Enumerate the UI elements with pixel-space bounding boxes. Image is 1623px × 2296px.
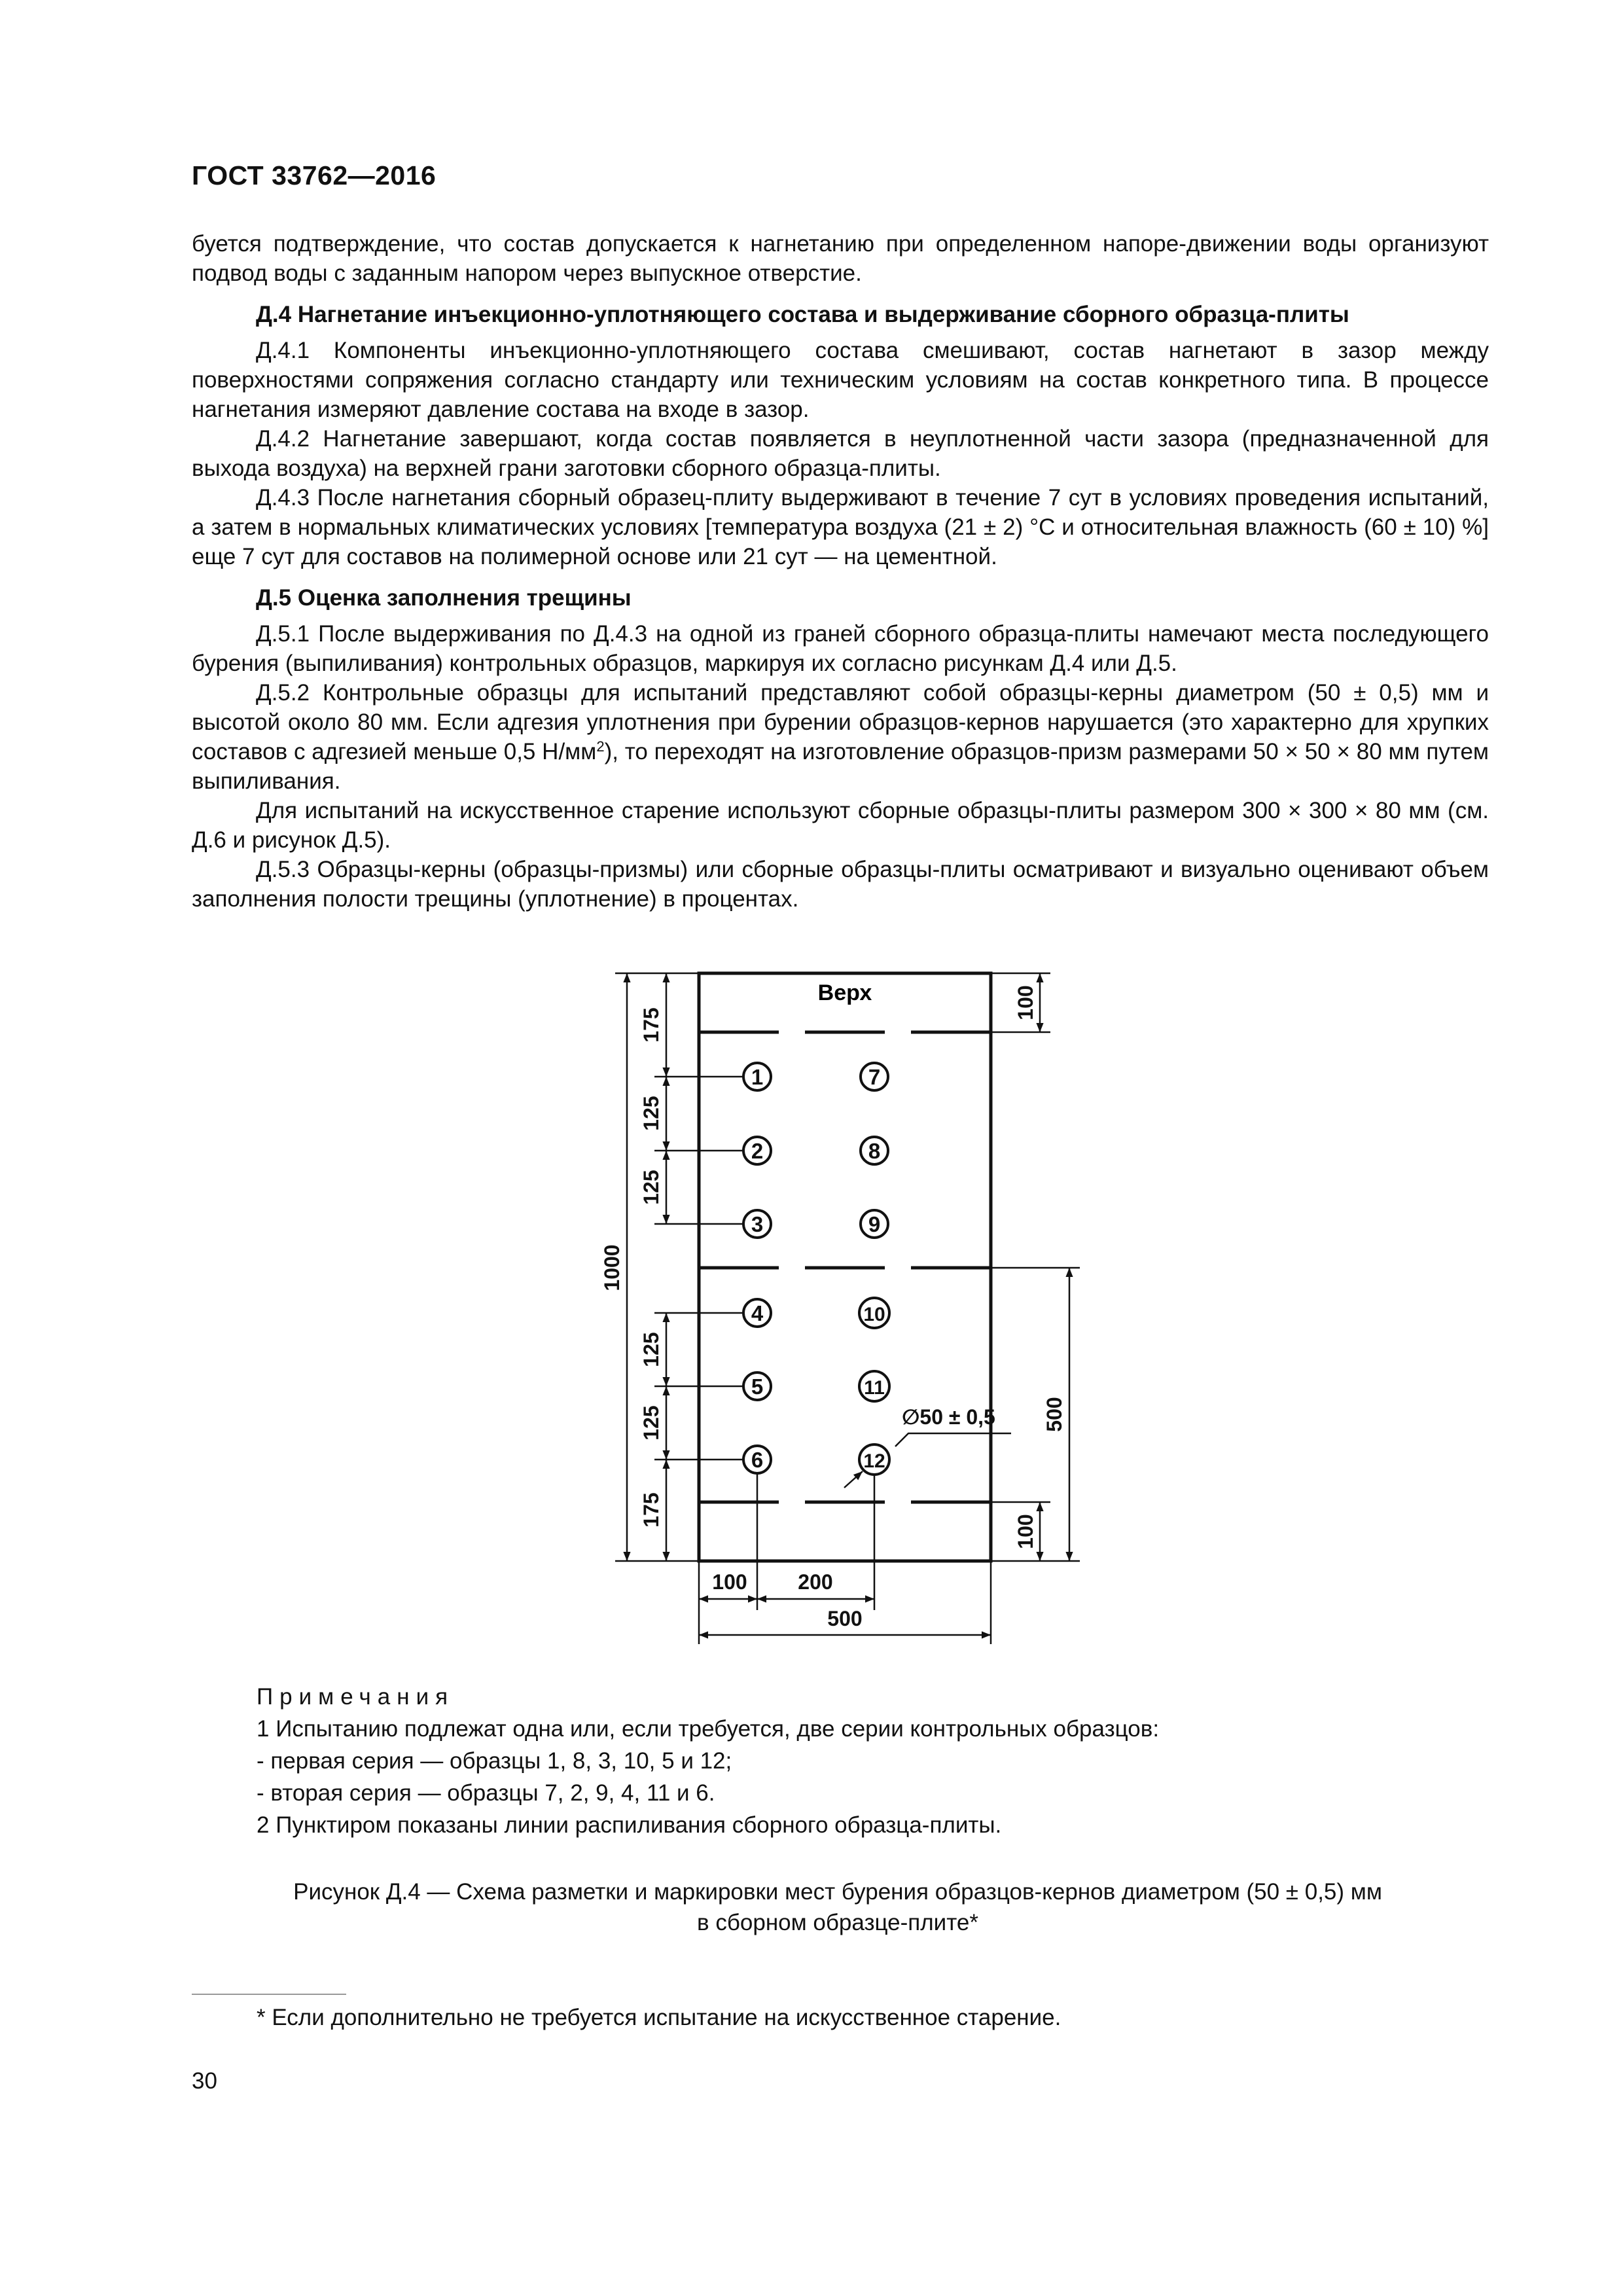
figure-caption [249,1876,1427,1938]
paragraph-d5-1: Д.5.1 После выдерживания по Д.4.3 на одной из граней сборного образца-плиты намечают места последующего бурения (выпиливания) контрольных образцов, маркируя их согласно рисункам Д.4 или Д.5. [192,621,1489,676]
page-number: 30 [192,2068,217,2094]
footnote-divider [192,1994,346,1995]
caption-line-1: Рисунок Д.4 — Схема разметки и маркировки мест бурения образцов-кернов диаметром (50 ± 0,5) мм [293,1879,1382,1905]
section-title-d4: Д.4 Нагнетание инъекционно-уплотняющего состава и выдерживание сборного образца-плиты [256,302,1349,327]
note-item: - вторая серия — образцы 7, 2, 9, 4, 11 и 6. [257,1780,715,1806]
sample-number-7: 7 [868,1065,881,1089]
sample-marker-10 [859,1298,889,1328]
sample-number-4: 4 [751,1301,764,1325]
sample-marker-1 [743,1063,771,1090]
figure-notes [257,1681,1159,1841]
dim-label-total-height: 1000 [600,1244,624,1291]
paragraph-d5-3: Д.5.3 Образцы-керны (образцы-призмы) или сборные образцы-плиты осматривают и визуально оценивают объем заполнения полости трещины (уплотнение) в процентах. [192,857,1489,912]
superscript-2: 2 [596,738,605,755]
section-title-d5: Д.5 Оценка заполнения трещины [256,585,632,611]
sample-marker-5 [743,1372,771,1400]
dim-label-bottom-cut: 100 [1014,1514,1037,1549]
dim-label-total-width: 500 [827,1607,863,1630]
body-text-upper [192,229,1489,914]
paragraph-d5-2-aging: Для испытаний на искусственное старение используют сборные образцы-плиты размером 300 × 300 × 80 мм (см. Д.6 и рисунок Д.5). [192,798,1489,853]
paragraph-continuation: буется подтверждение, что состав допускается к нагнетанию при определенном напоре-движении воды организуют подвод воды с заданным напором через выпускное отверстие. [192,231,1489,286]
diameter-label: ∅50 ± 0,5 [902,1405,995,1429]
paragraph-d4-3: Д.4.3 После нагнетания сборный образец-плиту выдерживают в течение 7 сут в условиях проведения испытаний, а затем в нормальных климатических условиях [температура воздуха (21 ± 2) °С и относительная влажность (60 ± 10) %] еще 7 сут для составов на полимерной основе или 21 сут — на цементной. [192,485,1489,569]
paragraph-d4-1: Д.4.1 Компоненты инъекционно-уплотняющего состава смешивают, состав нагнетают в зазор между поверхностями сопряжения согласно стандарту или техническим условиям на состав конкретного типа. В процессе нагнетания измеряют давление состава на входе в зазор. [192,338,1489,422]
sample-marker-9 [861,1210,888,1238]
sample-number-5: 5 [751,1374,764,1399]
sample-number-10: 10 [863,1304,885,1325]
sample-number-6: 6 [751,1448,764,1472]
dim-label-left-offset: 100 [712,1570,747,1594]
dim-label-half-height: 500 [1043,1397,1066,1432]
document-header: ГОСТ 33762—2016 [192,160,437,190]
sample-number-3: 3 [751,1212,764,1236]
note-item: - первая серия — образцы 1, 8, 3, 10, 5 и 12; [257,1748,732,1774]
note-item: 1 Испытанию подлежат одна или, если требуется, две серии контрольных образцов: [257,1716,1160,1742]
sample-marker-7 [861,1063,888,1090]
sample-marker-3 [743,1210,771,1238]
sample-number-11: 11 [864,1377,885,1399]
extension-lines-right [991,973,1080,1561]
dim-label-bottom-offset: 175 [639,1492,663,1528]
dim-label-row-spacing-2: 125 [639,1170,663,1205]
sample-number-12: 12 [863,1450,885,1472]
sample-number-9: 9 [868,1212,881,1236]
sample-marker-6 [743,1446,771,1473]
diameter-leader-line [895,1433,1011,1446]
dim-label-top-cut: 100 [1014,985,1037,1020]
sample-marker-12 [859,1444,889,1475]
sample-number-8: 8 [868,1139,881,1163]
dim-label-top-offset: 175 [639,1007,663,1043]
dimension-lines-left [627,973,666,1561]
paragraph-d5-2-part1: Д.5.2 Контрольные образцы для испытаний представляют собой образцы-керны диаметром (50 ± 0,5) мм и высотой около 80 мм. Если адгезия уплотнения при бурении образцов-кернов нарушается (это характерно для хрупких составов с адгезией меньше 0,5 Н/мм [192,680,1489,764]
sample-marker-2 [743,1137,771,1164]
note-item: 2 Пунктиром показаны линии распиливания сборного образца-плиты. [257,1812,1002,1838]
dim-label-row-spacing-1: 125 [639,1096,663,1131]
paragraph-d5-2-part2: ), то переходят на изготовление образцов-призм размерами 50 × 50 × 80 мм путем выпиливания. [192,739,1489,794]
cut-lines [699,1032,991,1502]
sample-number-1: 1 [751,1065,764,1089]
sample-number-2: 2 [751,1139,764,1163]
paragraph-d5-2 [192,678,1489,796]
dim-label-row-spacing-4: 125 [639,1405,663,1441]
dim-label-row-spacing-3: 125 [639,1332,663,1367]
notes-title: Примечания [257,1684,455,1710]
caption-line-2: в сборном образце-плите* [697,1910,978,1935]
sample-marker-8 [861,1137,888,1164]
paragraph-d4-2: Д.4.2 Нагнетание завершают, когда состав появляется в неуплотненной части зазора (предназначенной для выхода воздуха) на верхней грани заготовки сборного образца-плиты. [192,426,1489,481]
diameter-arrow-in [844,1471,863,1488]
sample-marker-11 [859,1371,889,1401]
dim-label-column-spacing: 200 [798,1570,833,1594]
footnote: * Если дополнительно не требуется испытание на искусственное старение. [257,2005,1061,2030]
top-side-label: Верх [817,980,872,1005]
sample-marker-4 [743,1299,771,1327]
